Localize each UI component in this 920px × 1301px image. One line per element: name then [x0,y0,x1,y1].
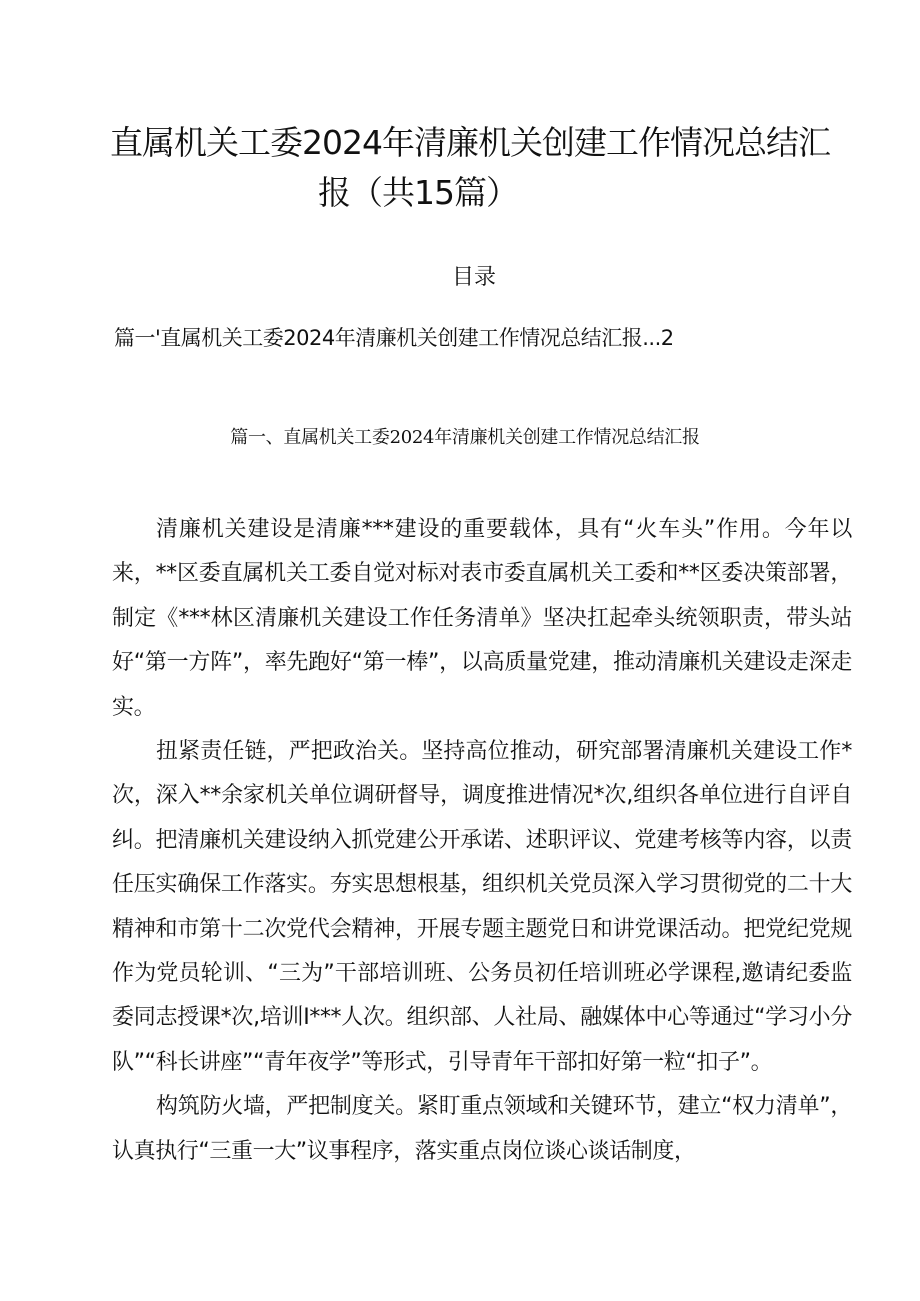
toc-heading: 目录 [451,265,496,290]
document-title [110,118,830,218]
paragraph: 清廉机关建设是清廉***建设的重要载体，具有“火车头”作用。今年以来，**区委直属机关工委自觉对标对表市委直属机关工委和**区委决策部署，制定《***林区清廉机关建设工作任务清单》坚决扛起牵头统领职责，带头站好“第一方阵”，率先跑好“第一棒”，以高质量党建，推动清廉机关建设走深走实。 [112,517,852,720]
paragraph: 扭紧责任链，严把政治关。坚持高位推动，研究部署清廉机关建设工作*次，深入**余家机关单位调研督导，调度推进情况*次,组织各单位进行自评自纠。把清廉机关建设纳入抓党建公开承诺、述职评议、党建考核等内容，以责任压实确保工作落实。夯实思想根基，组织机关党员深入学习贯彻党的二十大精神和市第十二次党代会精神，开展专题主题党日和讲党课活动。把党纪党规作为党员轮训、“三为”干部培训班、公务员初任培训班必学课程,邀请纪委监委同志授课*次,培训I***人次。组织部、人社局、融媒体中心等通过“学习小分队”“科长讲座”“青年夜学”等形式，引导青年干部扣好第一粒“扣子”。 [112,739,852,1075]
toc-entry[interactable]: 篇一'直属机关工委2024年清廉机关创建工作情况总结汇报...2 [114,326,674,350]
document-title-line-1: 直属机关工委2024年清廉机关创建工作情况总结汇 [110,123,830,162]
document-title-line-2: 报（共15篇） [318,173,518,212]
paragraph: 构筑防火墙，严把制度关。紧盯重点领域和关键环节，建立“权力清单”，认真执行“三重一大”议事程序，落实重点岗位谈心谈话制度， [112,1094,852,1164]
body-text [112,508,852,1174]
section-title: 篇一、直属机关工委2024年清廉机关创建工作情况总结汇报 [230,427,700,448]
